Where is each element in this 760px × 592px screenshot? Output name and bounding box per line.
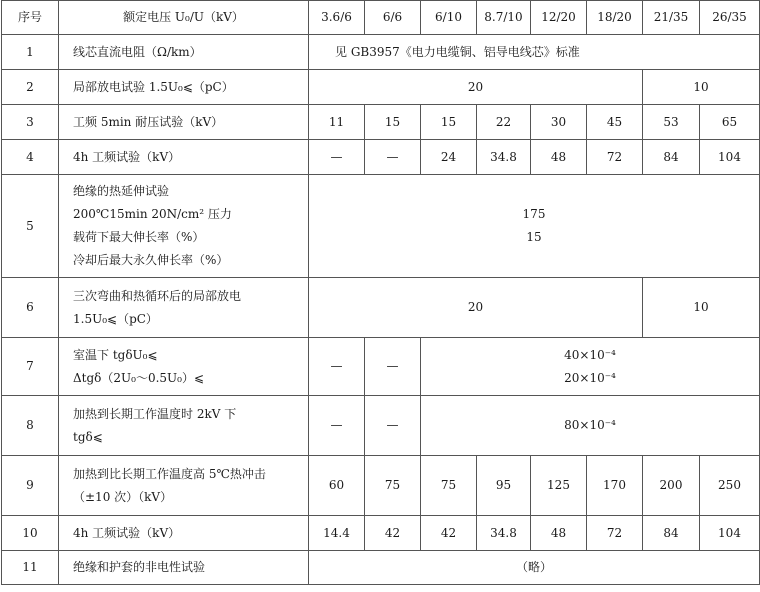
row-item-line: 200℃15min 20N/cm² 压力 <box>73 207 232 221</box>
row-value: — <box>365 396 421 456</box>
row-seq: 7 <box>2 338 59 396</box>
row-value: 20×10⁻⁴ <box>564 370 616 385</box>
row-item <box>59 175 309 278</box>
row-item: 工频 5min 耐压试验（kV） <box>59 105 309 140</box>
row-item-line: 加热到长期工作温度时 2kV 下 <box>73 406 237 421</box>
row-value: 48 <box>531 516 587 551</box>
row-value: 42 <box>421 516 477 551</box>
header-voltage: 26/35 <box>700 1 760 35</box>
header-voltage: 8.7/10 <box>477 1 531 35</box>
row-note: 见 GB3957《电力电缆铜、铝导电线芯》标准 <box>309 35 760 70</box>
row-value: 80×10⁻⁴ <box>421 396 760 456</box>
header-voltage: 6/6 <box>365 1 421 35</box>
header-rated-voltage: 额定电压 U₀/U（kV） <box>59 1 309 35</box>
row-value: 34.8 <box>477 516 531 551</box>
row-value: 104 <box>700 140 760 175</box>
row-value: 250 <box>700 456 760 516</box>
row-seq: 3 <box>2 105 59 140</box>
row-value: 175 <box>522 207 546 221</box>
row-value: 48 <box>531 140 587 175</box>
row-value: 104 <box>700 516 760 551</box>
row-value: — <box>309 338 365 396</box>
row-value: 14.4 <box>309 516 365 551</box>
row-item: 绝缘和护套的非电性试验 <box>59 551 309 585</box>
header-voltage: 6/10 <box>421 1 477 35</box>
header-row <box>2 1 760 35</box>
header-voltage: 18/20 <box>587 1 643 35</box>
table-row <box>2 278 760 338</box>
row-seq: 1 <box>2 35 59 70</box>
table-row <box>2 70 760 105</box>
row-item-line: 载荷下最大伸长率（%） <box>73 230 205 244</box>
row-item: 局部放电试验 1.5U₀⩽（pC） <box>59 70 309 105</box>
row-seq: 2 <box>2 70 59 105</box>
row-value: 15 <box>421 105 477 140</box>
row-item-line: tgδ⩽ <box>73 429 103 444</box>
row-value: 170 <box>587 456 643 516</box>
row-value: 84 <box>643 516 700 551</box>
row-value-high-voltage: 10 <box>643 70 760 105</box>
row-note: （略） <box>309 551 760 585</box>
header-voltage: 12/20 <box>531 1 587 35</box>
row-value: 65 <box>700 105 760 140</box>
row-seq: 6 <box>2 278 59 338</box>
row-item-line: 绝缘的热延伸试验 <box>73 184 170 198</box>
table-row <box>2 456 760 516</box>
table-row <box>2 516 760 551</box>
row-value: 95 <box>477 456 531 516</box>
row-seq: 4 <box>2 140 59 175</box>
row-item-line: Δtgδ（2U₀～0.5U₀）⩽ <box>73 370 205 385</box>
table-row <box>2 551 760 585</box>
row-value: 42 <box>365 516 421 551</box>
table-row <box>2 140 760 175</box>
row-value: 60 <box>309 456 365 516</box>
header-voltage: 21/35 <box>643 1 700 35</box>
row-value: — <box>365 338 421 396</box>
row-value: — <box>309 396 365 456</box>
header-voltage: 3.6/6 <box>309 1 365 35</box>
row-value: 24 <box>421 140 477 175</box>
row-value: 53 <box>643 105 700 140</box>
header-seq: 序号 <box>2 1 59 35</box>
row-value: 84 <box>643 140 700 175</box>
row-item-line: 1.5U₀⩽（pC） <box>73 311 158 326</box>
row-value: 40×10⁻⁴ <box>564 347 616 362</box>
row-value: — <box>365 140 421 175</box>
row-seq: 8 <box>2 396 59 456</box>
row-value: 11 <box>309 105 365 140</box>
row-value: 22 <box>477 105 531 140</box>
row-value: 75 <box>365 456 421 516</box>
row-value-group <box>421 338 760 396</box>
row-value-low-voltage: 20 <box>309 278 643 338</box>
row-item <box>59 456 309 516</box>
row-value: 34.8 <box>477 140 531 175</box>
row-value: 30 <box>531 105 587 140</box>
row-value: 72 <box>587 140 643 175</box>
row-value-high-voltage: 10 <box>643 278 760 338</box>
row-value: 15 <box>526 230 542 244</box>
row-seq: 5 <box>2 175 59 278</box>
table-row <box>2 396 760 456</box>
row-item: 4h 工频试验（kV） <box>59 516 309 551</box>
row-seq: 9 <box>2 456 59 516</box>
table-row <box>2 105 760 140</box>
table-row <box>2 175 760 278</box>
row-item: 线芯直流电阻（Ω/km） <box>59 35 309 70</box>
row-item: 4h 工频试验（kV） <box>59 140 309 175</box>
row-value: 200 <box>643 456 700 516</box>
row-item <box>59 338 309 396</box>
row-item-line: 三次弯曲和热循环后的局部放电 <box>73 288 242 303</box>
row-value: 125 <box>531 456 587 516</box>
row-value: 75 <box>421 456 477 516</box>
row-value: — <box>309 140 365 175</box>
row-value-group <box>309 175 760 278</box>
row-value: 15 <box>365 105 421 140</box>
row-item <box>59 278 309 338</box>
row-value: 45 <box>587 105 643 140</box>
row-value: 72 <box>587 516 643 551</box>
row-seq: 10 <box>2 516 59 551</box>
table-row <box>2 35 760 70</box>
row-item <box>59 396 309 456</box>
row-item-line: 室温下 tgδU₀⩽ <box>73 347 158 362</box>
row-seq: 11 <box>2 551 59 585</box>
row-item-line: （±10 次）（kV） <box>73 489 173 504</box>
row-item-line: 冷却后最大永久伸长率（%） <box>73 253 229 267</box>
row-value-low-voltage: 20 <box>309 70 643 105</box>
row-item-line: 加热到比长期工作温度高 5℃热冲击 <box>73 466 266 481</box>
table-row <box>2 338 760 396</box>
cable-test-table <box>1 0 760 585</box>
